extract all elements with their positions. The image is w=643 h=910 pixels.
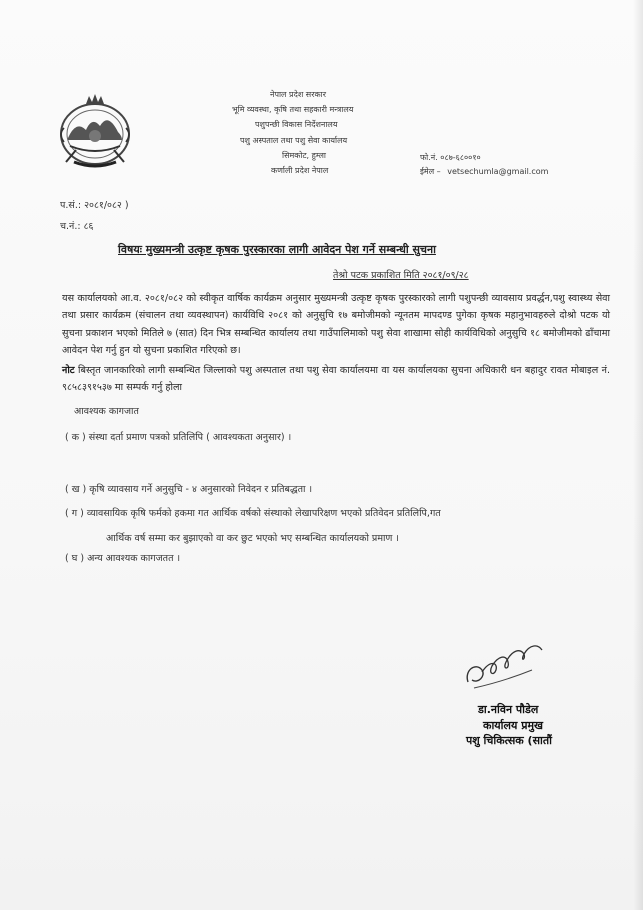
- government-emblem-icon: [56, 90, 134, 170]
- signatory-title: कार्यालय प्रमुख: [483, 719, 544, 732]
- signatory-name: डा.नविन पौडेल: [478, 703, 539, 716]
- letterhead-line-5: सिमकोट, हुम्ला: [282, 151, 326, 160]
- required-document-item: ( ख ) कृषि व्यावसाय गर्ने अनुसुचि - ४ अनुसारको निवेदन र प्रतिबद्धता ।: [65, 484, 313, 495]
- letterhead-line-6: कर्णाली प्रदेश नेपाल: [271, 166, 329, 175]
- note-paragraph: [62, 362, 610, 397]
- office-phone: फो.नं. ०८७-६८००१०: [420, 153, 481, 162]
- publish-date: तेश्रो पटक प्रकाशित मिति २०८१/०९/२८: [333, 270, 469, 281]
- letterhead-line-4: पशु अस्पताल तथा पशु सेवा कार्यालय: [240, 136, 348, 145]
- required-document-item: ( ग ) व्यावसायिक कृषि फर्मको हकमा गत आर्थिक वर्षको संस्थाको लेखापरिक्षण भएको प्रतिवेदन प्रतिलिपि,गत: [65, 508, 441, 519]
- email-address: vetsechumla@gmail.com: [447, 167, 549, 176]
- patra-sankhya: प.सं.: २०८१/०८२ ): [60, 200, 129, 211]
- required-document-item: आर्थिक वर्ष सम्मा कर बुझाएको वा कर छुट भएको भए सम्बन्धित कार्यालयको प्रमाण ।: [106, 533, 399, 544]
- required-document-item: ( घ ) अन्य आवश्यक कागजतत ।: [65, 553, 181, 564]
- signatory-designation: पशु चिकित्सक (सातौं: [466, 734, 552, 747]
- letterhead-line-1: नेपाल प्रदेश सरकार: [270, 90, 326, 99]
- note-label: नोट: [62, 365, 75, 376]
- email-label: ईमेल –: [420, 167, 441, 176]
- scan-edge-shadow: [633, 0, 643, 910]
- body-paragraph: यस कार्यालयको आ.व. २०८१/०८२ को स्वीकृत वार्षिक कार्यक्रम अनुसार मुख्यमन्त्री उत्कृष्ट कृषक पुरस्कारको लागी पशुपन्छी व्यावसाय प्रवर्द्धन,पशु स्वास्थ्य सेवा तथा प्रसार कार्यक्रम (संचालन तथा व्यवस्थापन) कार्यविधि २०८१ को अनुसुचि १७ बमोजीमको न्यूनतम मापदण्ड पुगेका कृषक महानुभावहरुले दोश्रो पटक यो सुचना प्रकाशन भएको मितिले ७ (सात) दिन भित्र सम्बन्धित कार्यालय तथा गाउँपालिमाको पशु सेवा शाखामा सोही कार्यविधिको अनुसुचि १८ बमोजीमको ढाँचामा आवेदन पेश गर्नु हुन यो सुचना प्रकाशित गरिएको छ।: [62, 293, 610, 357]
- subject-line: विषयः मुख्यमन्त्री उत्कृष्ट कृषक पुरस्कारका लागी आवेदन पेश गर्ने सम्बन्धी सुचना: [118, 243, 436, 256]
- required-document-item: ( क ) संस्था दर्ता प्रमाण पत्रको प्रतिलिपि ( आवश्यकता अनुसार) ।: [65, 432, 292, 443]
- required-documents-title: आवश्यक कागजात: [74, 406, 139, 417]
- office-email-row: [420, 168, 548, 176]
- note-text: बिस्तृत जानकारिको लागी सम्बन्धित जिल्लाको पशु अस्पताल तथा पशु सेवा कार्यालयमा वा यस कार्यालयका सुचना अधिकारी धन बहादुर रावत मोबाइल नं. ९८५८३९१५३७ मा सम्पर्क गर्नु होला: [62, 365, 610, 394]
- letterhead-line-3: पशुपन्छी विकास निर्देशनालय: [255, 120, 338, 129]
- chalani-number: च.नं.: ८६: [60, 221, 94, 232]
- handwritten-signature: [462, 640, 554, 695]
- letterhead-line-2: भूमि व्यवस्था, कृषि तथा सहकारी मन्त्रालय: [232, 105, 354, 114]
